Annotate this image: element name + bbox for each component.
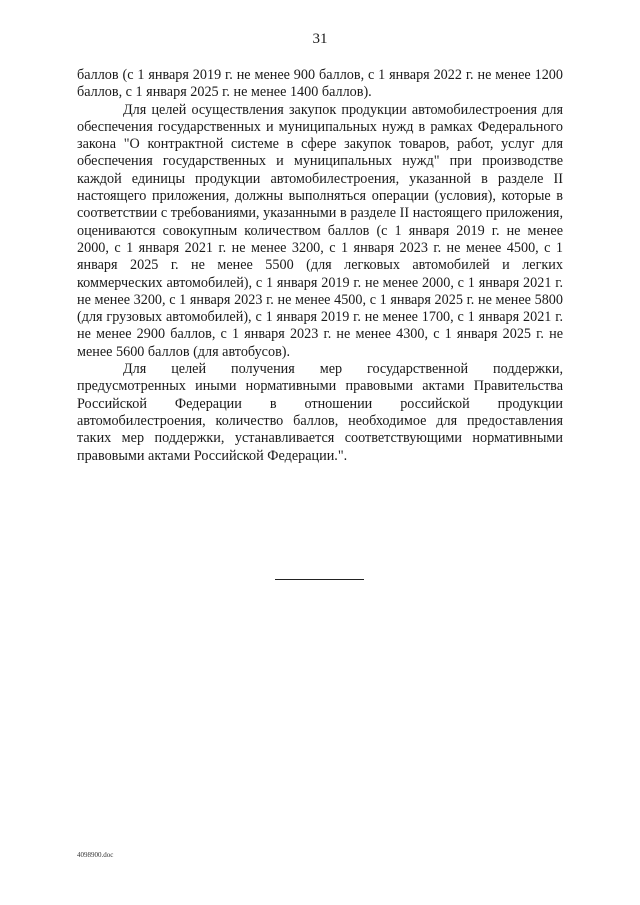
section-end-divider (275, 579, 364, 580)
document-body (77, 67, 563, 465)
document-file-reference: 4098900.doc (77, 851, 114, 859)
paragraph-state-support-points: Для целей получения мер государственной поддержки, предусмотренных иными нормативными правовыми актами Правительства Российской Федерации в отношении российской продукции автомобилестроения, количество баллов, необходимое для предоставления таких мер поддержки, устанавливается соответствующими нормативными правовыми актами Российской Федерации.". (77, 361, 563, 464)
page-number: 31 (312, 31, 328, 47)
paragraph-procurement-points: Для целей осуществления закупок продукции автомобилестроения для обеспечения государственных и муниципальных нужд в рамках Федерального закона "О контрактной системе в сфере закупок товаров, работ, услуг для обеспечения государственных и муниципальных нужд" при производстве каждой единицы продукции автомобилестроения, указанной в разделе II настоящего приложения, должны выполняться операции (условия), которые в соответствии с требованиями, указанными в разделе II настоящего приложения, оцениваются совокупным количеством баллов (с 1 января 2019 г. не менее 2000, с 1 января 2021 г. не менее 3200, с 1 января 2023 г. не менее 4500, с 1 января 2025 г. не менее 5500 (для легковых автомобилей и легких коммерческих автомобилей), с 1 января 2019 г. не менее 2000, с 1 января 2021 г. не менее 3200, с 1 января 2023 г. не менее 4500, с 1 января 2025 г. не менее 5800 (для грузовых автомобилей), с 1 января 2019 г. не менее 1700, с 1 января 2021 г. не менее 2900 баллов, с 1 января 2023 г. не менее 4300, с 1 января 2025 г. не менее 5600 баллов (для автобусов). (77, 101, 563, 360)
paragraph-continuation: баллов (с 1 января 2019 г. не менее 900 баллов, с 1 января 2022 г. не менее 1200 баллов, с 1 января 2025 г. не менее 1400 баллов). (77, 67, 563, 101)
